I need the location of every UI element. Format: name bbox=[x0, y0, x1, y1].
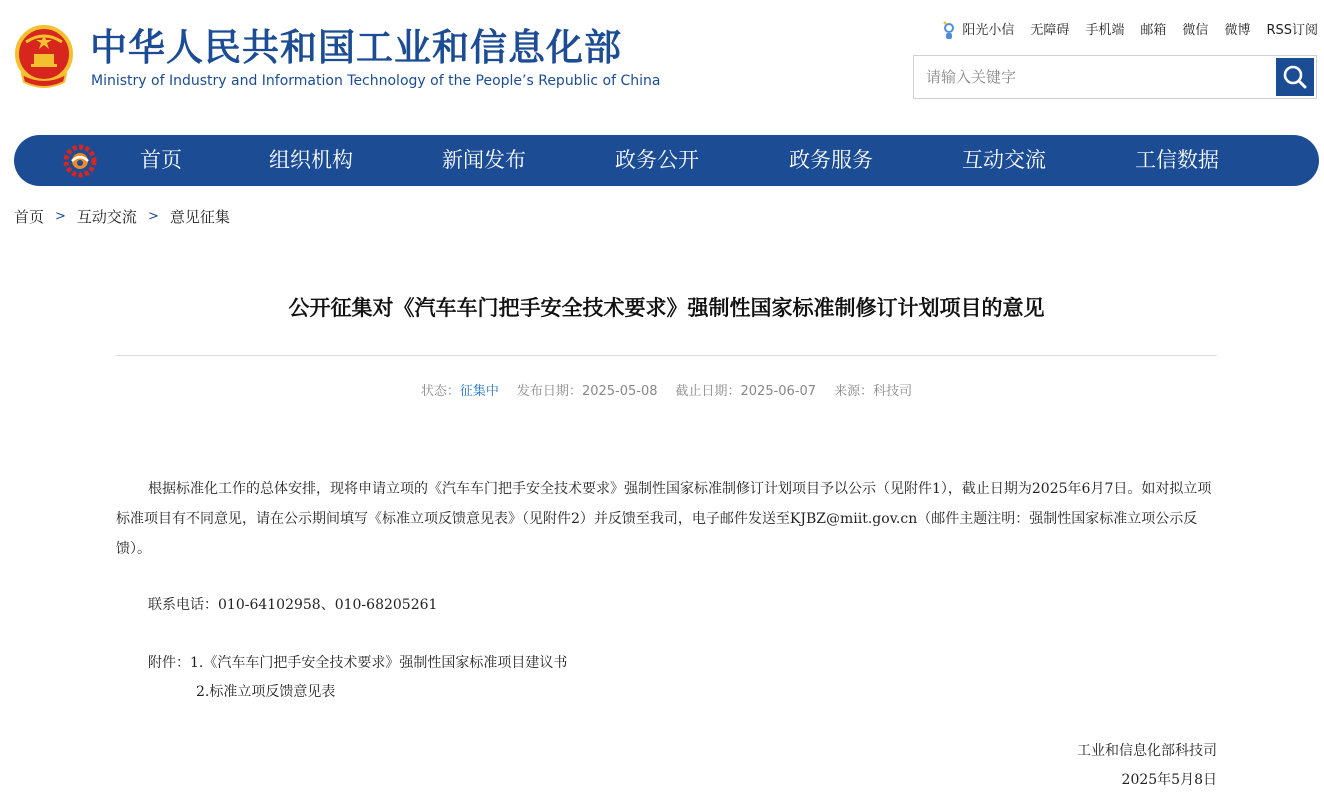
publish-date: 2025-05-08 bbox=[581, 384, 658, 399]
miit-gear-logo-icon bbox=[63, 144, 97, 178]
top-link-wechat[interactable]: 微信 bbox=[1182, 23, 1209, 38]
mascot-icon bbox=[938, 20, 960, 42]
breadcrumb-interaction[interactable]: 互动交流 bbox=[76, 208, 137, 226]
nav-organization[interactable]: 组织机构 bbox=[269, 148, 353, 172]
article-meta bbox=[116, 381, 1217, 403]
deadline-date: 2025-06-07 bbox=[740, 384, 817, 399]
search-button[interactable] bbox=[1276, 58, 1314, 96]
top-link-accessibility[interactable]: 无障碍 bbox=[1030, 23, 1070, 38]
article-paragraph bbox=[116, 474, 1216, 564]
top-link-weibo[interactable]: 微博 bbox=[1224, 23, 1251, 38]
top-link-mobile[interactable]: 手机端 bbox=[1085, 23, 1125, 38]
top-link-rss[interactable]: RSS订阅 bbox=[1266, 23, 1318, 38]
top-link-mail[interactable]: 邮箱 bbox=[1140, 23, 1167, 38]
contact-phone: 联系电话：010-64102958、010-68205261 bbox=[148, 597, 438, 613]
nav-gov-services[interactable]: 政务服务 bbox=[789, 148, 873, 172]
article-title: 公开征集对《汽车车门把手安全技术要求》强制性国家标准制修订计划项目的意见 bbox=[288, 296, 1045, 320]
attachment-2-link[interactable]: 2.标准立项反馈意见表 bbox=[196, 684, 336, 700]
breadcrumb-home[interactable]: 首页 bbox=[14, 208, 45, 226]
national-emblem-icon bbox=[14, 24, 74, 92]
nav-news[interactable]: 新闻发布 bbox=[442, 148, 526, 172]
search-box bbox=[913, 55, 1317, 99]
title-divider bbox=[116, 355, 1217, 356]
attachment-1-link[interactable]: 附件：1.《汽车车门把手安全技术要求》强制性国家标准项目建议书 bbox=[148, 655, 568, 671]
nav-data[interactable]: 工信数据 bbox=[1135, 148, 1219, 172]
signature-date: 2025年5月8日 bbox=[1121, 772, 1217, 788]
nav-gov-affairs[interactable]: 政务公开 bbox=[615, 148, 699, 172]
top-link-sunshine[interactable] bbox=[938, 20, 1014, 42]
breadcrumb-feedback[interactable]: 意见征集 bbox=[169, 208, 230, 226]
search-input[interactable] bbox=[914, 56, 1274, 98]
source-label: 来源： bbox=[834, 384, 874, 399]
top-link-label: 阳光小信 bbox=[962, 23, 1015, 38]
signature-org: 工业和信息化部科技司 bbox=[1077, 743, 1217, 759]
breadcrumb bbox=[14, 206, 230, 228]
search-icon bbox=[1276, 58, 1314, 96]
nav-interaction[interactable]: 互动交流 bbox=[962, 148, 1046, 172]
publish-label: 发布日期： bbox=[516, 384, 582, 399]
breadcrumb-separator: > bbox=[55, 209, 66, 224]
nav-home[interactable]: 首页 bbox=[140, 148, 182, 172]
site-title-en[interactable]: Ministry of Industry and Information Technology of the People’s Republic of China bbox=[91, 73, 661, 89]
status-badge: 征集中 bbox=[459, 384, 499, 399]
paragraph-text: 根据标准化工作的总体安排，现将申请立项的《汽车车门把手安全技术要求》强制性国家标准制修订计划项目予以公示（见附件1），截止日期为2025年6月7日。如对拟立项标准项目有不同意见，请在公示期间填写《标准立项反馈意见表》（见附件2）并反馈至我司，电子邮件发送至KJBZ@miit.gov.cn（邮件主题注明：强制性国家标准立项公示反馈）。 bbox=[116, 481, 1212, 557]
breadcrumb-separator: > bbox=[147, 209, 159, 224]
main-nav bbox=[14, 135, 1319, 186]
status-label: 状态： bbox=[420, 384, 460, 399]
top-links bbox=[938, 20, 1318, 42]
site-title-cn[interactable]: 中华人民共和国工业和信息化部 bbox=[90, 26, 622, 69]
source-value: 科技司 bbox=[873, 384, 913, 399]
deadline-label: 截止日期： bbox=[675, 384, 741, 399]
